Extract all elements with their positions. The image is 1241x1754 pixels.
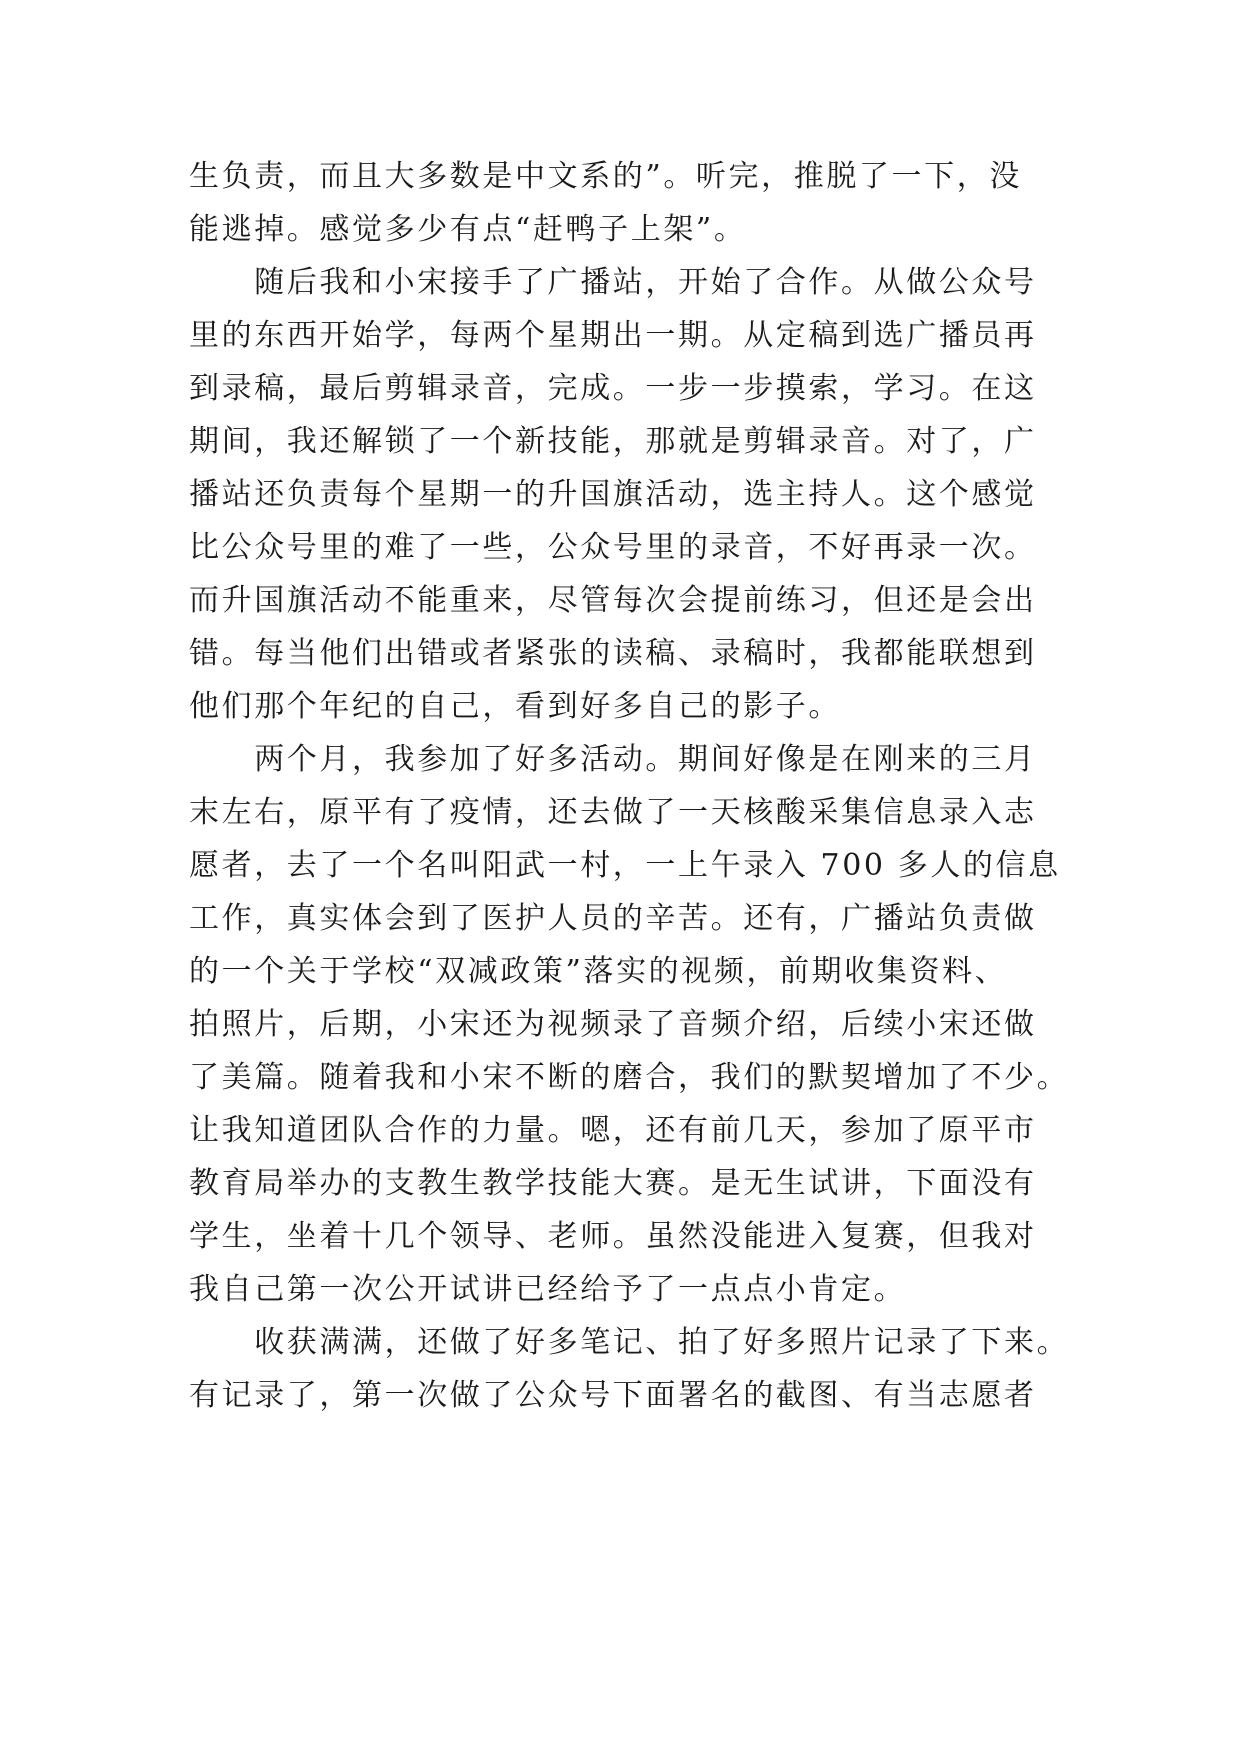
text-line: 能逃掉。感觉多少有点“赶鸭子上架”。 — [189, 212, 747, 247]
text-line: 播站还负责每个星期一的升国旗活动，选主持人。这个感觉 — [189, 477, 1037, 512]
text-line: 他们那个年纪的自己，看到好多自己的影子。 — [189, 689, 841, 724]
text-line: 而升国旗活动不能重来，尽管每次会提前练习，但还是会出 — [189, 583, 1037, 618]
text-line: 两个月，我参加了好多活动。期间好像是在刚来的三月 — [189, 742, 1037, 777]
text-line: 让我知道团队合作的力量。嗯，还有前几天，参加了原平市 — [189, 1113, 1037, 1148]
text-line: 愿者，去了一个名叫阳武一村，一上午录入 700 多人的信息 — [189, 848, 1061, 883]
text-line: 里的东西开始学，每两个星期出一期。从定稿到选广播员再 — [189, 318, 1037, 353]
text-line: 教育局举办的支教生教学技能大赛。是无生试讲，下面没有 — [189, 1166, 1037, 1201]
text-line: 的一个关于学校“双减政策”落实的视频，前期收集资料、 — [189, 954, 1008, 989]
text-line: 期间，我还解锁了一个新技能，那就是剪辑录音。对了，广 — [189, 424, 1037, 459]
text-line: 随后我和小宋接手了广播站，开始了合作。从做公众号 — [189, 265, 1037, 300]
text-line: 生负责，而且大多数是中文系的”。听完，推脱了一下，没 — [189, 159, 1022, 194]
text-line: 错。每当他们出错或者紧张的读稿、录稿时，我都能联想到 — [189, 636, 1037, 671]
body-text — [189, 150, 1069, 1422]
text-line: 比公众号里的难了一些，公众号里的录音，不好再录一次。 — [189, 530, 1037, 565]
text-line: 收获满满，还做了好多笔记、拍了好多照片记录了下来。 — [189, 1325, 1069, 1360]
text-line: 工作，真实体会到了医护人员的辛苦。还有，广播站负责做 — [189, 901, 1037, 936]
text-line: 拍照片，后期，小宋还为视频录了音频介绍，后续小宋还做 — [189, 1007, 1037, 1042]
text-line: 学生，坐着十几个领导、老师。虽然没能进入复赛，但我对 — [189, 1219, 1037, 1254]
text-line: 我自己第一次公开试讲已经给予了一点点小肯定。 — [189, 1272, 907, 1307]
text-line: 了美篇。随着我和小宋不断的磨合，我们的默契增加了不少。 — [189, 1060, 1069, 1095]
text-line: 有记录了，第一次做了公众号下面署名的截图、有当志愿者 — [189, 1378, 1037, 1413]
text-line: 末左右，原平有了疫情，还去做了一天核酸采集信息录入志 — [189, 795, 1037, 830]
text-line: 到录稿，最后剪辑录音，完成。一步一步摸索，学习。在这 — [189, 371, 1037, 406]
